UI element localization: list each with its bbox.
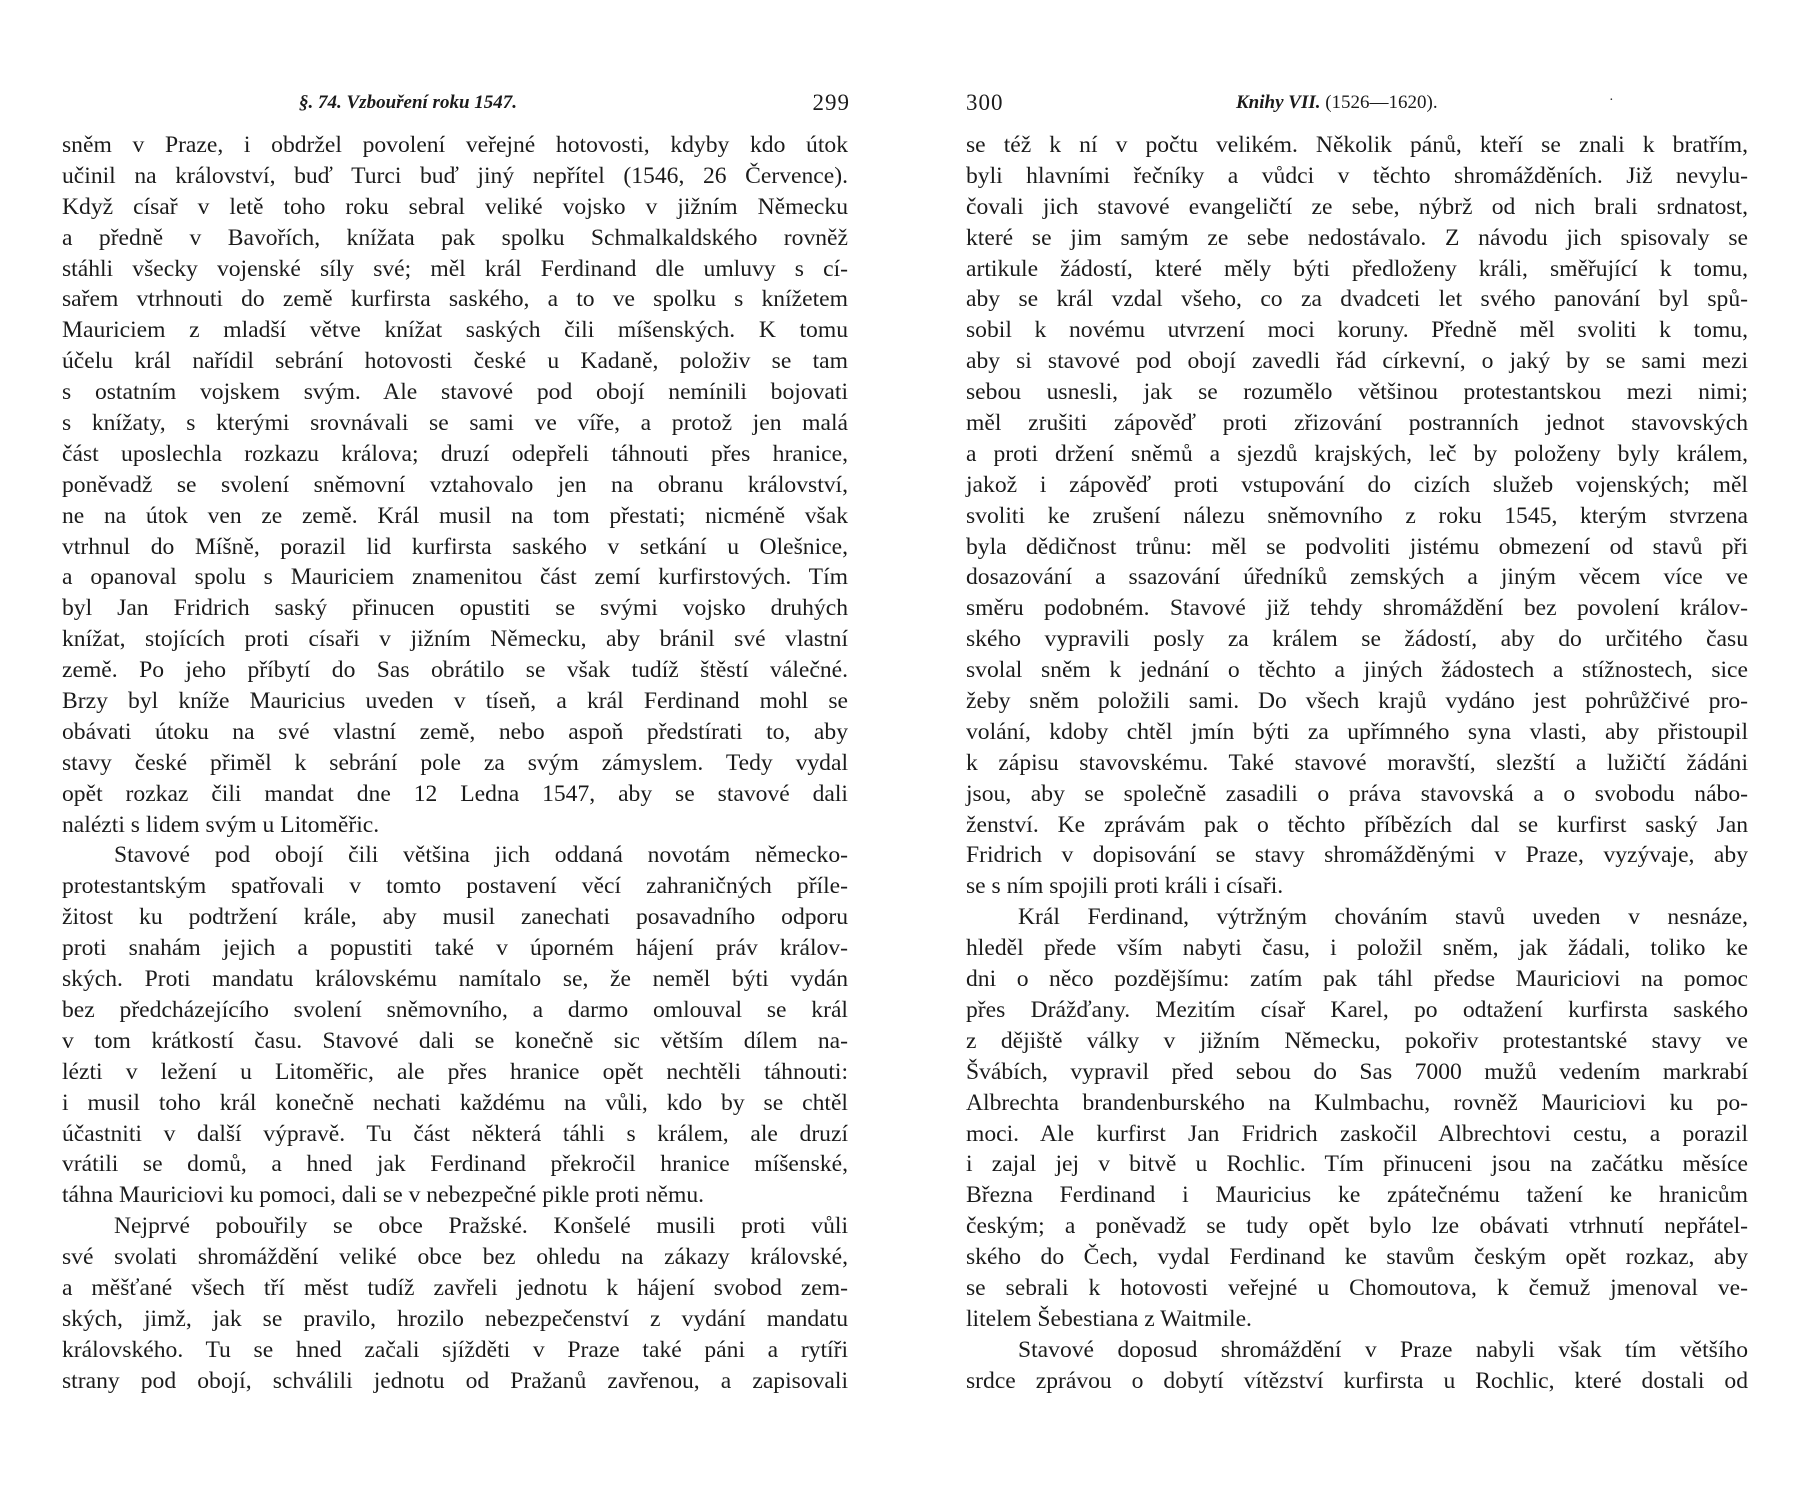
text-line: aby se král vzdal všeho, co za dvadceti let svého panování byl spů- [966,286,1748,313]
text-line: ského vypravili posly za králem se žádostí, aby do určitého času [966,626,1748,653]
text-line: učinil na království, buď Turci buď jiný nepřítel (1546, 26 Července). [62,162,848,189]
right-running-head [966,88,1746,118]
text-line: litelem Šebestiana z Waitmile. [966,1305,1252,1332]
left-body-text [62,130,848,1397]
text-line: stavy české přiměl k sebrání pole za svým zámyslem. Tedy vydal [62,749,848,776]
text-line: sebou usnesli, jak se rozumělo většinou protestantskou mezi nimi; [966,379,1748,406]
text-line: Stavové doposud shromáždění v Praze nabyli však tím většího [1018,1336,1748,1363]
text-line: artikule žádostí, které měly býti předloženy králi, směřující k tomu, [966,255,1748,282]
text-line: poněvadž se svolení sněmovní vztahovalo jen na obranu království, [62,471,848,498]
text-line: vrátili se domů, a hned jak Ferdinand překročil hranice míšenské, [62,1151,848,1178]
text-line: s ostatním vojskem svým. Ale stavové pod obojí nemínili bojovati [62,379,848,406]
right-header-book: Knihy VII. [1236,92,1321,113]
left-running-head [64,88,850,118]
text-line: hleděl přede vším nabyti času, i položil sněm, jak žádali, toliko ke [966,935,1748,962]
text-line: přes Drážďany. Mezitím císař Karel, po odtažení kurfirsta saského [966,996,1748,1023]
text-line: své svolati shromáždění veliké obce bez ohledu na zákazy královské, [62,1244,848,1271]
text-line: se též k ní v počtu velikém. Několik pánů, kteří se znali k bratřím, [966,132,1748,158]
text-line: sařem vtrhnouti do země kurfirsta saského, a to ve spolku s knížetem [62,286,848,313]
text-line: ženství. Ke zprávám pak o těchto příbězích dal se kurfirst saský Jan [966,811,1748,838]
text-line: obávati útoku na své vlastní země, nebo aspoň předstírati to, aby [62,718,848,745]
text-line: královského. Tu se hned začali sjížděti v Praze také páni a rytíři [62,1336,848,1363]
text-line: dni o něco pozdějšímu: zatím pak táhl předse Mauriciovi na pomoc [966,966,1748,993]
text-line: a opanoval spolu s Mauriciem znamenitou část zemí kurfirstových. Tím [62,564,848,591]
text-line: z dějiště války v jižním Německu, pokořiv protestantské stavy ve [966,1027,1748,1054]
text-line: ských. Proti mandatu královskému namítalo se, že neměl býti vydán [62,966,848,993]
text-line: lézti v ležení u Litoměřic, ale přes hranice opět nechtěli táhnouti: [62,1058,848,1085]
text-line: žeby sněm položili sami. Do všech krajů vydáno jest pohrůžčivé pro- [966,688,1748,715]
text-line: Fridrich v dopisování se stavy shromážděnými v Praze, vyzývaje, aby [966,842,1748,869]
text-line: i musil toho král konečně nechati každému na vůli, kdo by se chtěl [62,1089,848,1116]
text-line: se s ním spojili proti králi i císaři. [966,873,1284,900]
text-line: ského do Čech, vydal Ferdinand ke stavům českým opět rozkaz, aby [966,1244,1748,1271]
text-line: protestantským spatřovali v tomto postavení věcí zahraničných příle- [62,873,848,900]
text-line: bez předcházejícího svolení sněmovního, a darmo omlouval se král [62,996,848,1023]
text-line: Švábích, vypravil před sebou do Sas 7000 mužů vedením markrabí [966,1058,1748,1085]
text-line: v tom krátkostí času. Stavové dali se konečně sic větším dílem na- [62,1027,848,1054]
text-line: aby si stavové pod obojí zavedli řád církevní, o jaký by se sami mezi [966,348,1748,375]
text-line: stáhli všecky vojenské síly své; měl král Ferdinand dle umluvy s cí- [62,255,848,282]
text-line: dosazování a ssazování úředníků zemských a jiným věcem více ve [966,564,1748,591]
text-line: moci. Ale kurfirst Jan Fridrich zaskočil Albrechtovi cestu, a porazil [966,1120,1748,1147]
text-line: země. Po jeho příbytí do Sas obrátilo se však tudíž štěstí válečné. [62,657,848,684]
text-line: byla dědičnost trůnu: měl se podvoliti jistému obmezení od stavů při [966,533,1748,560]
text-line: svolal sněm k jednání o těchto a jiných žádostech a stížnostech, sice [966,657,1748,684]
text-line: ských, jimž, jak se pravilo, hrozilo nebezpečenství z vydání mandatu [62,1305,848,1332]
text-line: i zajal jej v bitvě u Rochlic. Tím přinuceni jsou na začátku měsíce [966,1151,1748,1178]
text-line: sněm v Praze, i obdržel povolení veřejné hotovosti, kdyby kdo útok [62,132,848,158]
text-line: táhna Mauriciovi ku pomoci, dali se v nebezpečné pikle proti němu. [62,1182,705,1209]
left-header-title: §. 74. Vzbouření roku 1547. [299,92,518,113]
text-line: sobil k novému utvrzení moci koruny. Předně měl svoliti k tomu, [966,317,1748,344]
text-line: které se jim samým ze sebe nedostávalo. Z návodu jich spisovaly se [966,224,1748,251]
text-line: proti snahám jejich a popustiti také v úporném hájení práv králov- [62,935,848,962]
text-line: k zápisu stavovskému. Také stavové moravští, slezští a lužičtí žádáni [966,749,1748,776]
text-line: byli hlavními řečníky a vůdci v těchto shromážděních. Již nevylu- [966,162,1748,189]
text-line: směru podobném. Stavové již tehdy shromáždění bez povolení králov- [966,595,1748,622]
text-line: Března Ferdinand i Mauricius ke zpátečnému tažení ke hranicům [966,1182,1748,1209]
text-line: Albrechta brandenburského na Kulmbachu, rovněž Mauriciovi ku po- [966,1089,1748,1116]
text-line: Brzy byl kníže Mauricius uveden v tíseň, a král Ferdinand mohl se [62,688,848,715]
text-line: a předně v Bavořích, knížata pak spolku Schmalkaldského rovněž [62,224,848,251]
text-line: účelu král nařídil sebrání hotovosti české u Kadaně, položiv se tam [62,348,848,375]
text-line: jakož i zápověď proti vstupování do cizích služeb vojenských; měl [966,471,1748,498]
text-line: čovali jich stavové evangeličtí ze sebe, nýbrž od nich brali srdnatost, [966,193,1748,220]
right-header-dates: (1526—1620). [1325,92,1438,113]
text-line: s knížaty, s kterými srovnávali se sami ve víře, a protož jen malá [62,410,848,437]
text-line: opět rozkaz čili mandat dne 12 Ledna 1547, aby se stavové dali [62,780,848,807]
text-line: ne na útok ven ze země. Král musil na tom přestati; nicméně však [62,502,848,529]
text-line: vtrhnul do Míšně, porazil lid kurfirsta saského v setkání u Olešnice, [62,533,848,560]
text-line: část uposlechla rozkazu králova; druzí odepřeli táhnouti přes hranice, [62,440,848,467]
left-page-number: 299 [812,90,850,115]
right-page-number: 300 [966,90,1004,115]
text-line: žitost ku podtržení krále, aby musil zanechati posavadního odporu [62,904,848,931]
text-line: účastniti v další výpravě. Tu část některá táhli s králem, ale druzí [62,1120,848,1147]
text-line: svoliti ke zrušení nálezu sněmovního z roku 1545, kterým stvrzena [966,502,1748,529]
text-line: Mauriciem z mladší větve knížat saských čili míšenských. K tomu [62,317,848,344]
text-line: Král Ferdinand, výtržným chováním stavů uveden v nesnáze, [1018,904,1748,931]
right-header-title [1236,88,1438,118]
text-line: a měšťané všech tří měst tudíž zavřeli jednotu k hájení svobod zem- [62,1274,848,1301]
text-line: Stavové pod obojí čili většina jich oddaná novotám německo- [114,842,848,869]
text-line: strany pod obojí, schválili jednotu od Pražanů zavřenou, a zapisovali [62,1367,848,1394]
text-line: jsou, aby se společně zasadili o práva stavovská a o svobodu nábo- [966,780,1748,807]
header-mark: · [1609,93,1614,108]
text-line: byl Jan Fridrich saský přinucen opustiti se svými vojsko druhých [62,595,848,622]
right-body-text [966,130,1748,1397]
text-line: se sebrali k hotovosti veřejné u Chomoutova, k čemuž jmenoval ve- [966,1274,1748,1301]
right-page [900,0,1800,1500]
text-line: Když císař v letě toho roku sebral veliké vojsko v jižním Německu [62,193,848,220]
text-line: měl zrušiti zápověď proti zřizování postranních jednot stavovských [966,410,1748,437]
text-line: nalézti s lidem svým u Litoměřic. [62,811,380,838]
text-line: českým; a poněvadž se tudy opět bylo lze obávati vtrhnutí nepřátel- [966,1213,1748,1240]
text-line: Nejprvé pobouřily se obce Pražské. Konšelé musili proti vůli [114,1213,848,1240]
text-line: knížat, stojících proti císaři v jižním Německu, aby bránil své vlastní [62,626,848,653]
text-line: a proti držení sněmů a sjezdů krajských, leč by položeny byly králem, [966,440,1748,467]
text-line: srdce zprávou o dobytí vítězství kurfirsta u Rochlic, které dostali od [966,1367,1748,1394]
text-line: volání, kdoby chtěl jmín býti za upřímného syna vlasti, aby přistoupil [966,718,1748,745]
